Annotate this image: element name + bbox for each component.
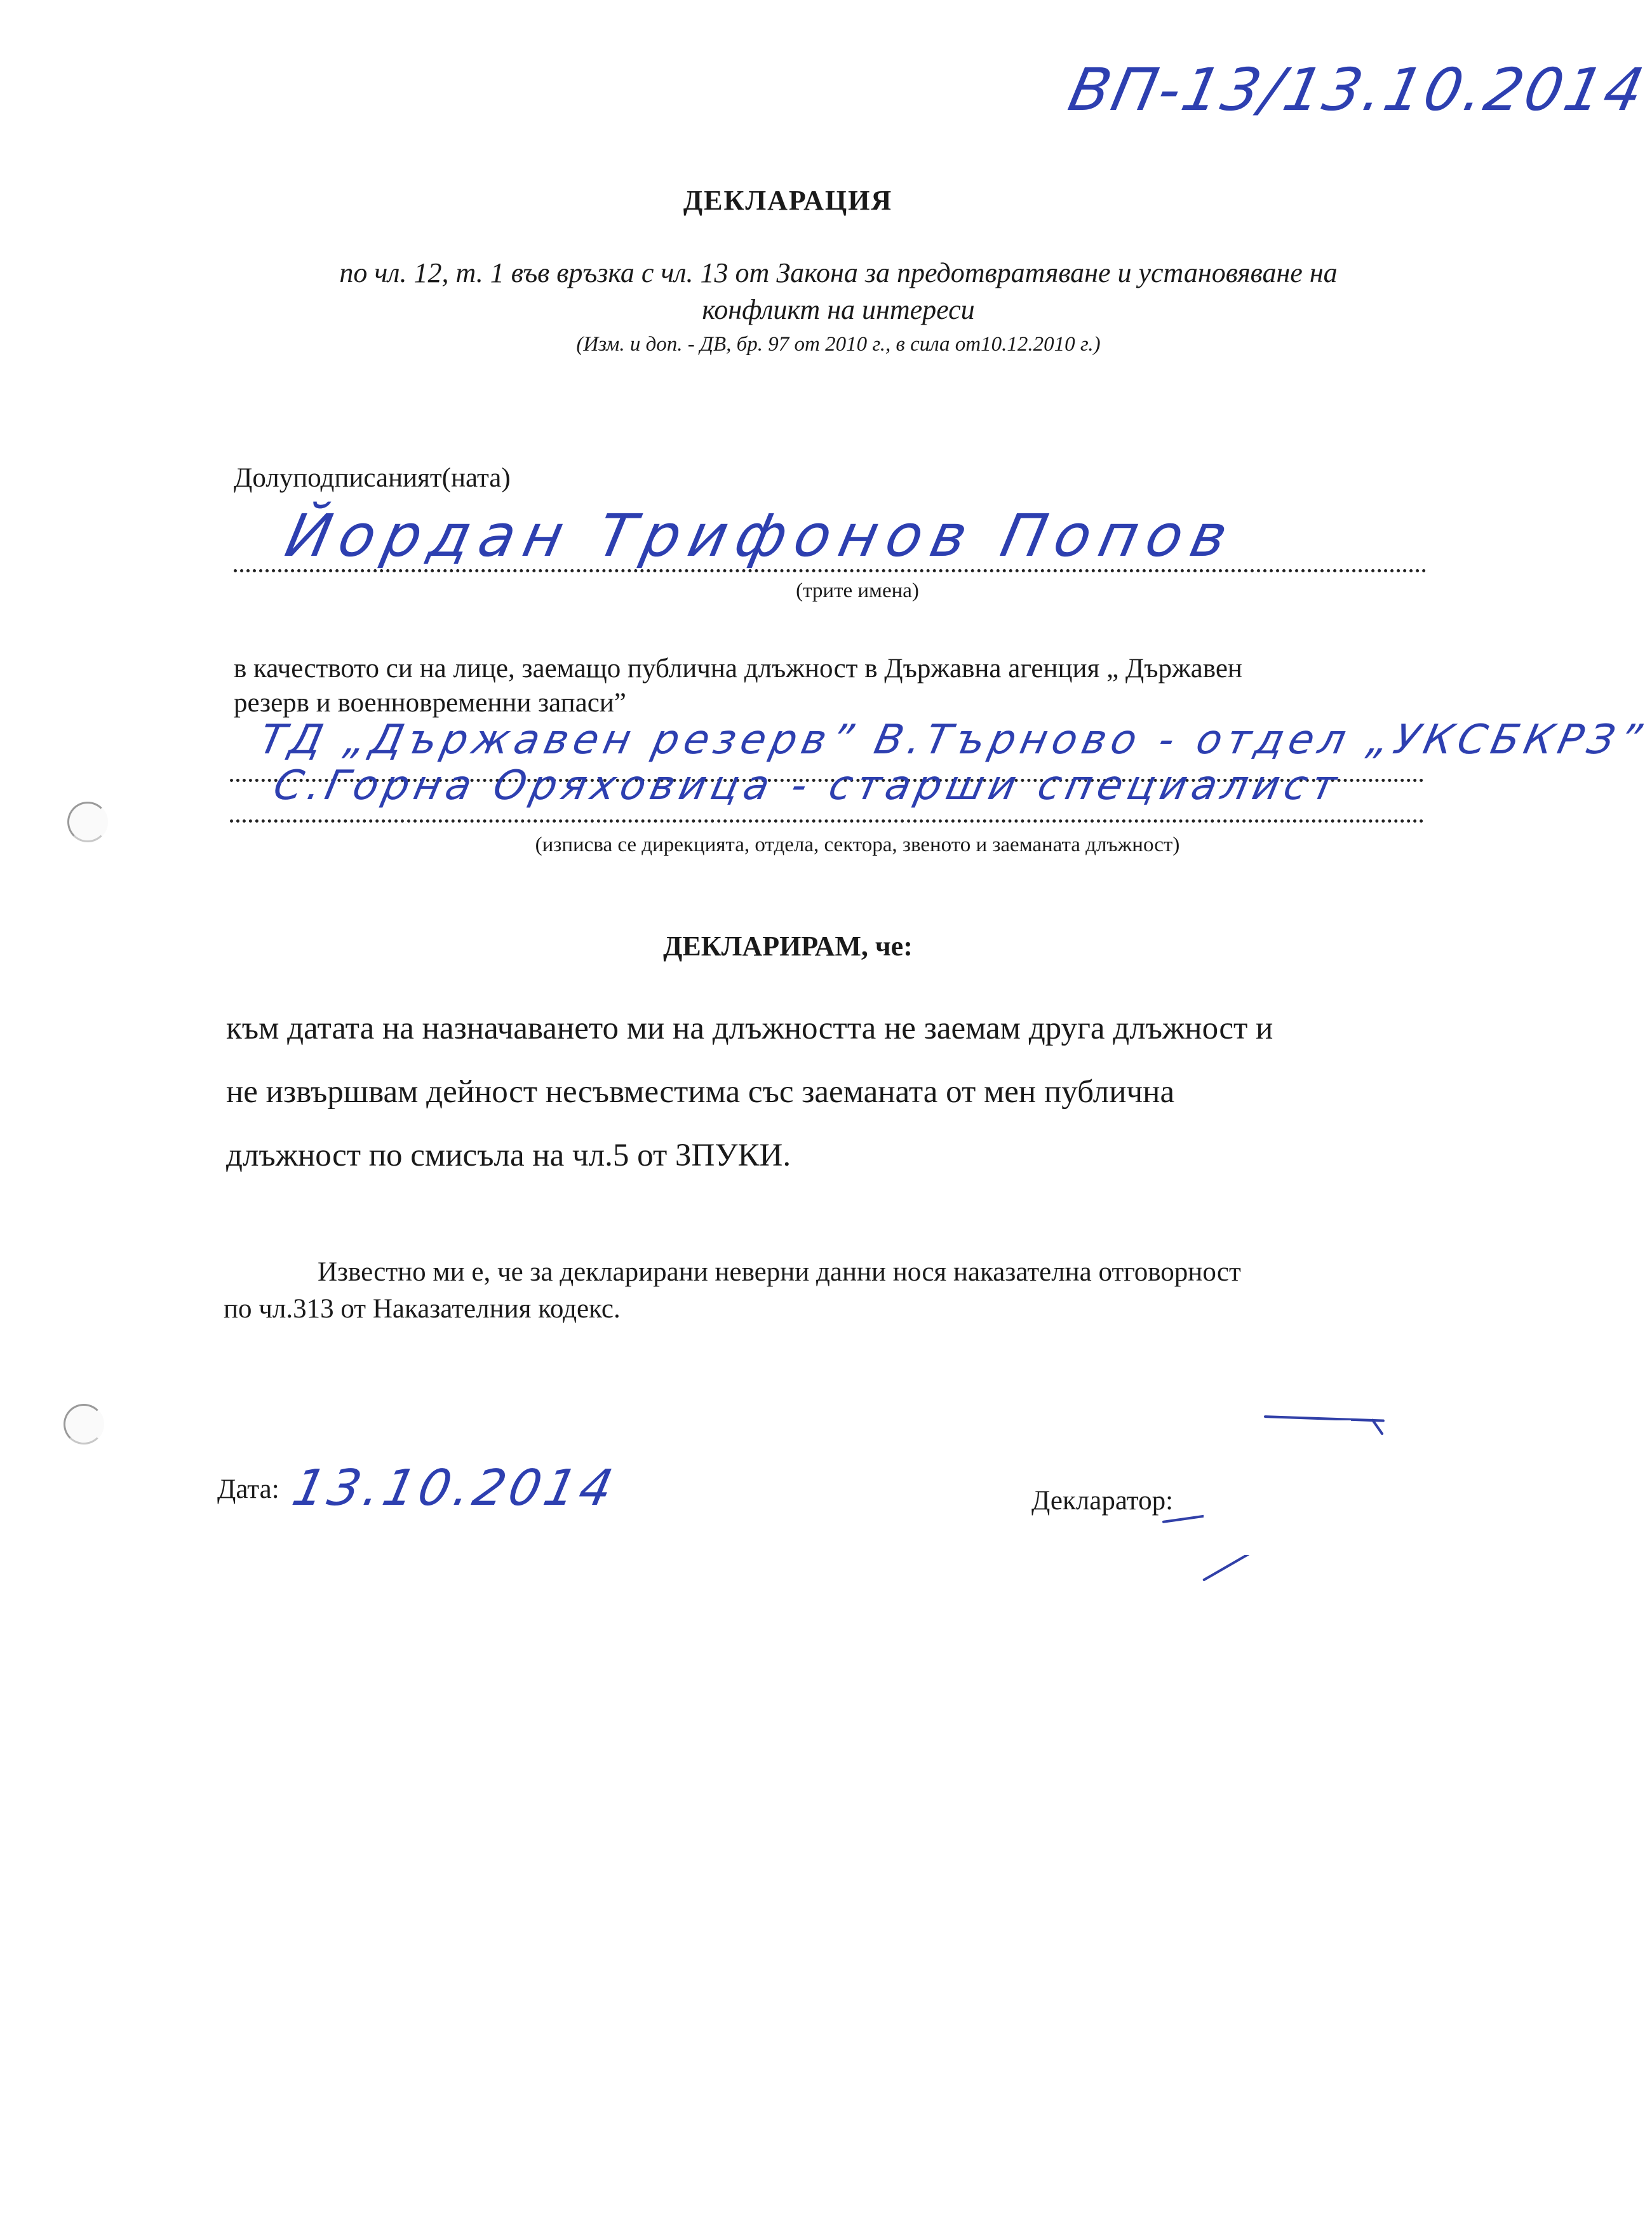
liability-line-2: по чл.313 от Наказателния кодекс. bbox=[224, 1294, 621, 1324]
declaration-line-3: длъжност по смисъла на чл.5 от ЗПУКИ. bbox=[226, 1138, 791, 1173]
capacity-line-2: резерв и военновременни запаси” bbox=[234, 688, 626, 718]
signatory-name-handwritten: Йордан Трифонов Попов bbox=[279, 502, 1242, 570]
position-dotted-line-2 bbox=[230, 819, 1424, 823]
declaration-line-1: към датата на назначаването ми на длъжността не заемам друга длъжност и bbox=[226, 1011, 1273, 1046]
date-label: Дата: bbox=[217, 1474, 279, 1504]
amendment-note: (Изм. и доп. - ДВ, бр. 97 от 2010 г., в сила от10.12.2010 г.) bbox=[576, 333, 1101, 356]
position-handwritten-2: С.Горна Оряховица - старши специалист bbox=[269, 762, 1346, 809]
position-handwritten-1: ТД „Държавен резерв” В.Търново - отдел „УКСБКРЗ” bbox=[255, 717, 1651, 764]
subtitle-line-1: по чл. 12, т. 1 във връзка с чл. 13 от Закона за предотвратяване и установяване на bbox=[339, 257, 1338, 288]
signatory-label: Долуподписаният(ната) bbox=[234, 463, 511, 493]
punch-hole-bottom bbox=[64, 1404, 104, 1444]
date-handwritten: 13.10.2014 bbox=[287, 1460, 622, 1517]
declaration-line-2: не извършвам дейност несъвместима със заеманата от мен публична bbox=[226, 1074, 1175, 1110]
signature-redaction bbox=[1204, 1420, 1351, 1555]
registration-number: ВП-13/13.10.2014 bbox=[1063, 56, 1652, 124]
punch-hole-top bbox=[67, 802, 108, 842]
position-caption: (изписва се дирекцията, отдела, сектора, звеното и заеманата длъжност) bbox=[535, 833, 1180, 856]
capacity-line-1: в качеството си на лице, заемащо публична длъжност в Държавна агенция „ Държавен bbox=[234, 654, 1242, 684]
declarant-label: Декларатор: bbox=[1031, 1486, 1174, 1516]
subtitle-line-2: конфликт на интереси bbox=[702, 294, 975, 325]
name-caption: (трите имена) bbox=[796, 579, 919, 602]
declaration-heading: ДЕКЛАРИРАМ, че: bbox=[663, 931, 913, 962]
document-title: ДЕКЛАРАЦИЯ bbox=[683, 185, 893, 216]
liability-line-1: Известно ми е, че за декларирани неверни данни нося наказателна отговорност bbox=[318, 1257, 1241, 1287]
